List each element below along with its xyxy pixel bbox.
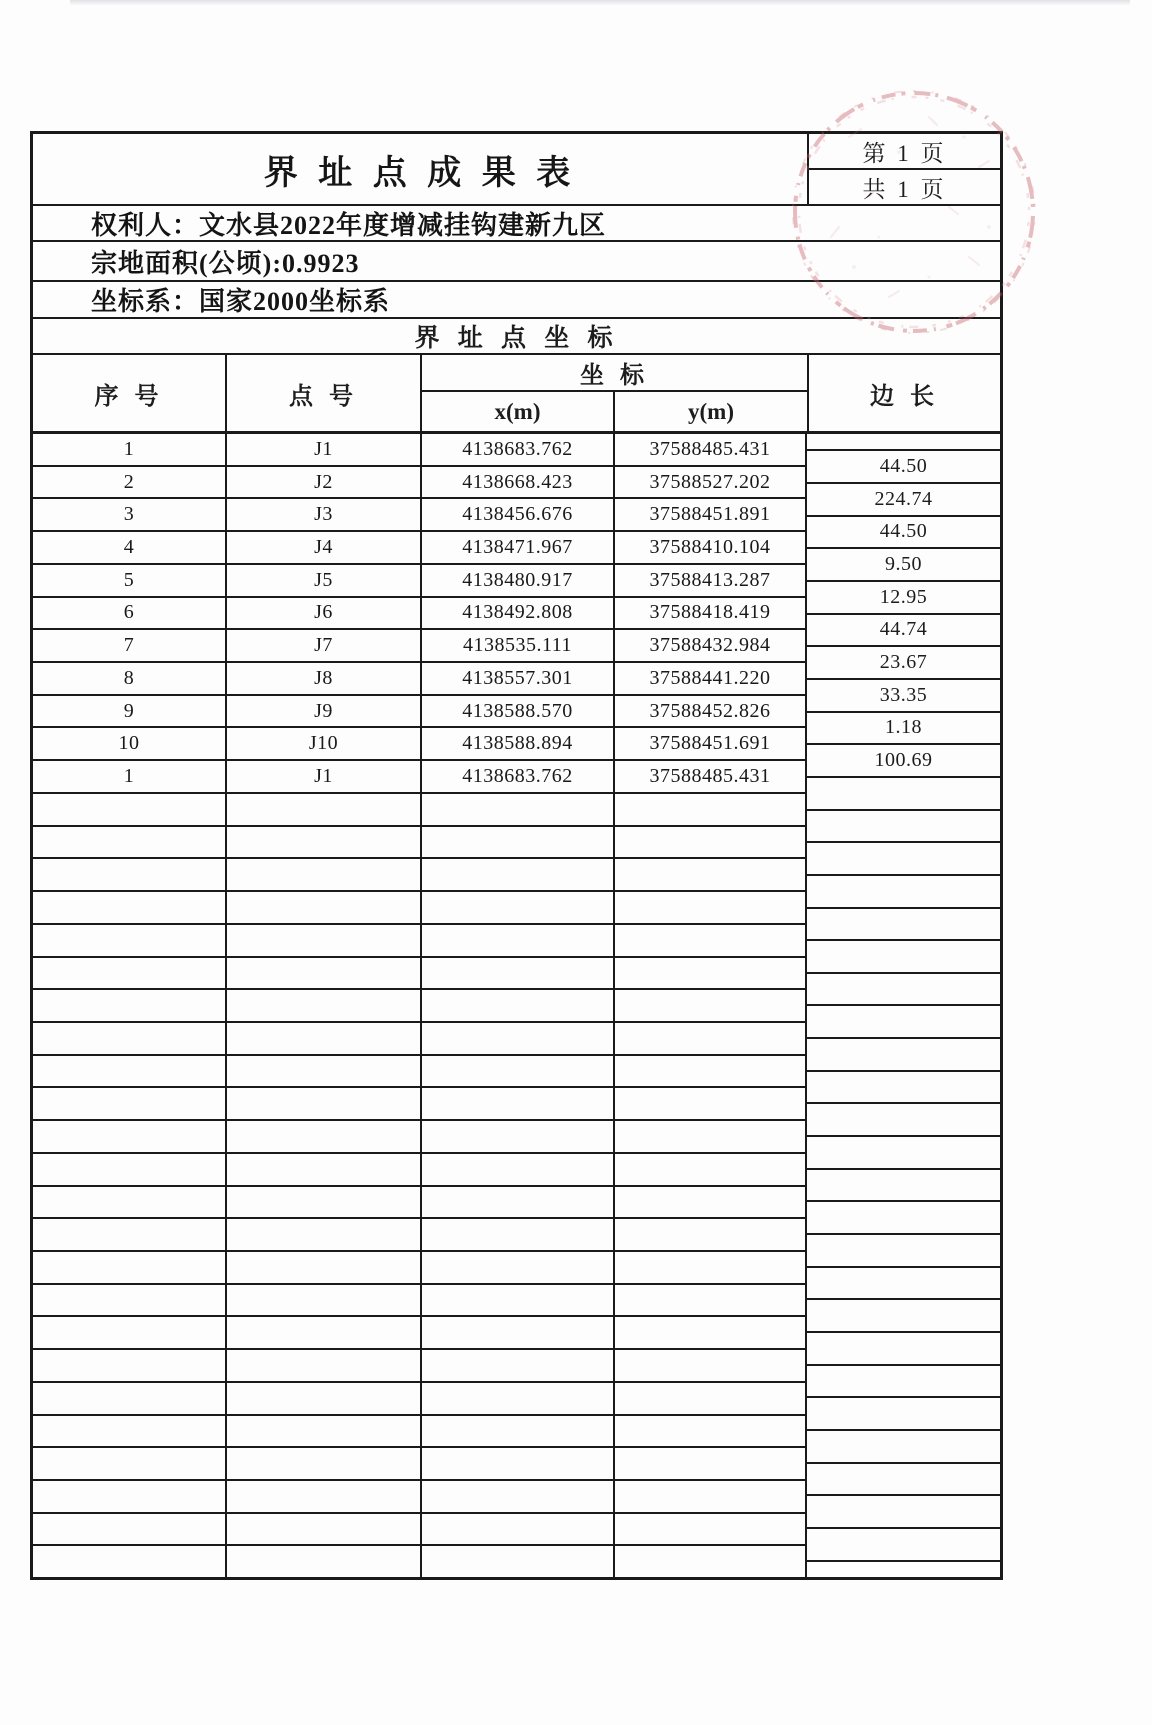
cell-point [227, 794, 422, 825]
cell-seq [33, 925, 227, 956]
cell-seq: 1 [33, 434, 227, 465]
cell-side-length [807, 939, 1000, 972]
header-x: x(m) [422, 392, 615, 431]
cell-y [615, 1023, 807, 1054]
cell-x: 4138480.917 [422, 565, 615, 596]
table-row [33, 958, 807, 991]
cell-x [422, 1383, 615, 1414]
table-row [33, 990, 807, 1023]
table-row [33, 1350, 807, 1383]
table-row [33, 434, 807, 467]
cell-side-length [807, 809, 1000, 842]
page-total: 共 1 页 [862, 176, 947, 202]
cell-point [227, 1514, 422, 1545]
scan-edge-artifact [70, 0, 1130, 5]
title-row [33, 134, 1000, 206]
cell-seq: 6 [33, 598, 227, 629]
cell-side-length [807, 1462, 1000, 1495]
cell-seq [33, 1416, 227, 1447]
cell-point [227, 1350, 422, 1381]
header-y: y(m) [688, 398, 734, 424]
cell-side-length [807, 1135, 1000, 1168]
cell-x: 4138668.423 [422, 467, 615, 498]
cell-seq [33, 1285, 227, 1316]
cell-side-length [807, 1266, 1000, 1299]
section-title-text: 界 址 点 坐 标 [414, 325, 619, 352]
table-row [33, 598, 807, 631]
cell-x [422, 1481, 615, 1512]
table-row [33, 499, 807, 532]
cell-side-length [807, 1396, 1000, 1429]
table-row [33, 532, 807, 565]
table-row [33, 1252, 807, 1285]
cell-point: J7 [227, 630, 422, 661]
rights-holder-text: 权利人：文水县2022年度增减挂钩建新九区 [91, 210, 607, 240]
table-row [33, 1416, 807, 1449]
cell-y [615, 925, 807, 956]
cell-seq: 4 [33, 532, 227, 563]
cell-y [615, 1219, 807, 1250]
coordinate-system-row [33, 282, 1000, 319]
cell-seq [33, 958, 227, 989]
cell-side-length: 33.35 [807, 678, 1000, 711]
cell-y [615, 794, 807, 825]
cell-x: 4138683.762 [422, 761, 615, 792]
rights-holder-row [33, 206, 1000, 242]
cell-side-length: 1.18 [807, 711, 1000, 744]
header-seq: 序 号 [33, 355, 227, 431]
cell-point [227, 1481, 422, 1512]
section-title-row [33, 319, 1000, 355]
cell-x [422, 1219, 615, 1250]
cell-seq [33, 1448, 227, 1479]
cell-x [422, 1154, 615, 1185]
cell-side-length: 100.69 [807, 743, 1000, 776]
cell-side-length [807, 907, 1000, 940]
table-row [33, 663, 807, 696]
cell-point: J4 [227, 532, 422, 563]
cell-side-length [807, 776, 1000, 809]
cell-seq [33, 1023, 227, 1054]
table-row [33, 1219, 807, 1252]
cell-point [227, 925, 422, 956]
cell-point: J6 [227, 598, 422, 629]
cell-seq [33, 794, 227, 825]
cell-seq [33, 1154, 227, 1185]
cell-point [227, 1187, 422, 1218]
cell-y [615, 958, 807, 989]
page-number-box [807, 134, 1000, 204]
cell-seq [33, 1056, 227, 1087]
column-header-row [33, 355, 1000, 434]
table-row [33, 1546, 807, 1577]
cell-x [422, 1350, 615, 1381]
cell-side-length [807, 972, 1000, 1005]
cell-point [227, 1448, 422, 1479]
header-side-length: 边 长 [870, 383, 939, 410]
cell-y [615, 1088, 807, 1119]
cell-x [422, 958, 615, 989]
table-row [33, 859, 807, 892]
cell-y [615, 1383, 807, 1414]
cell-x [422, 1514, 615, 1545]
header-xy-row [422, 392, 807, 431]
cell-side-length [807, 1233, 1000, 1266]
table-row [33, 761, 807, 794]
table-row [33, 1285, 807, 1318]
cell-side-length: 44.50 [807, 515, 1000, 548]
cell-seq [33, 1514, 227, 1545]
cell-y [615, 1187, 807, 1218]
cell-side-length [807, 1070, 1000, 1103]
cell-side-length [807, 1429, 1000, 1462]
cell-x: 4138492.808 [422, 598, 615, 629]
table-row [33, 1514, 807, 1547]
cell-seq: 9 [33, 696, 227, 727]
cell-seq: 5 [33, 565, 227, 596]
cell-seq: 2 [33, 467, 227, 498]
cell-x [422, 1121, 615, 1152]
cell-seq: 3 [33, 499, 227, 530]
cell-side-length: 44.50 [807, 449, 1000, 482]
cell-y: 37588485.431 [615, 434, 807, 465]
cell-x [422, 1448, 615, 1479]
cell-x: 4138456.676 [422, 499, 615, 530]
cell-y: 37588413.287 [615, 565, 807, 596]
side-length-column [807, 434, 1000, 1577]
cell-x [422, 1317, 615, 1348]
cell-side-length [807, 1298, 1000, 1331]
cell-x [422, 859, 615, 890]
table-row [33, 892, 807, 925]
cell-side-length [807, 434, 1000, 449]
cell-seq [33, 1252, 227, 1283]
cell-point: J2 [227, 467, 422, 498]
table-row [33, 1187, 807, 1220]
table-row [33, 630, 807, 663]
cell-seq [33, 1481, 227, 1512]
cell-side-length [807, 1560, 1000, 1577]
page-title: 界 址 点 成 果 表 [263, 154, 577, 192]
table-row [33, 728, 807, 761]
cell-point: J9 [227, 696, 422, 727]
cell-seq: 7 [33, 630, 227, 661]
cell-x [422, 925, 615, 956]
cell-point [227, 1252, 422, 1283]
cell-side-length [807, 1168, 1000, 1201]
cell-y [615, 1285, 807, 1316]
cell-seq [33, 892, 227, 923]
cell-x [422, 1546, 615, 1577]
cell-point [227, 1383, 422, 1414]
cell-x [422, 1187, 615, 1218]
page-number: 第 1 页 [809, 134, 1000, 170]
cell-side-length: 12.95 [807, 580, 1000, 613]
cell-side-length: 224.74 [807, 482, 1000, 515]
cell-point: J1 [227, 434, 422, 465]
data-rows [33, 434, 807, 1577]
cell-y [615, 1252, 807, 1283]
cell-x: 4138588.894 [422, 728, 615, 759]
cell-point [227, 990, 422, 1021]
cell-seq [33, 1088, 227, 1119]
cell-y: 37588432.984 [615, 630, 807, 661]
cell-y [615, 1350, 807, 1381]
table-row [33, 1056, 807, 1089]
cell-seq [33, 1546, 227, 1577]
table-row [33, 696, 807, 729]
cell-y [615, 1546, 807, 1577]
cell-y [615, 1514, 807, 1545]
cell-side-length [807, 1494, 1000, 1527]
cell-side-length [807, 1527, 1000, 1560]
cell-seq [33, 1350, 227, 1381]
cell-point: J10 [227, 728, 422, 759]
cell-x [422, 827, 615, 858]
cell-y [615, 1416, 807, 1447]
cell-x: 4138471.967 [422, 532, 615, 563]
cell-x [422, 1056, 615, 1087]
cell-seq [33, 1317, 227, 1348]
cell-point [227, 1056, 422, 1087]
cell-point: J1 [227, 761, 422, 792]
boundary-point-results-table [30, 131, 1003, 1580]
cell-seq: 10 [33, 728, 227, 759]
cell-point [227, 1121, 422, 1152]
cell-side-length [807, 1037, 1000, 1070]
table-row [33, 1383, 807, 1416]
cell-x: 4138557.301 [422, 663, 615, 694]
cell-y [615, 990, 807, 1021]
cell-seq [33, 827, 227, 858]
cell-y [615, 1481, 807, 1512]
table-row [33, 1448, 807, 1481]
cell-point [227, 1023, 422, 1054]
cell-x [422, 892, 615, 923]
cell-side-length [807, 1331, 1000, 1364]
table-row [33, 1317, 807, 1350]
cell-seq [33, 1121, 227, 1152]
cell-side-length: 23.67 [807, 645, 1000, 678]
cell-seq: 1 [33, 761, 227, 792]
cell-x [422, 1088, 615, 1119]
cell-seq [33, 1187, 227, 1218]
cell-point [227, 1154, 422, 1185]
cell-y [615, 827, 807, 858]
cell-seq [33, 1383, 227, 1414]
cell-side-length [807, 1200, 1000, 1233]
cell-point [227, 1088, 422, 1119]
cell-y: 37588418.419 [615, 598, 807, 629]
data-grid [33, 434, 1000, 1577]
header-point: 点 号 [227, 355, 422, 431]
table-row [33, 794, 807, 827]
parcel-area-text: 宗地面积(公顷):0.9923 [91, 248, 360, 278]
header-coord-group [422, 355, 809, 431]
table-row [33, 1154, 807, 1187]
cell-side-length [807, 874, 1000, 907]
cell-point [227, 892, 422, 923]
table-row [33, 1023, 807, 1056]
cell-y: 37588410.104 [615, 532, 807, 563]
cell-y [615, 1154, 807, 1185]
cell-point [227, 1219, 422, 1250]
table-row [33, 827, 807, 860]
cell-y [615, 892, 807, 923]
cell-point [227, 1416, 422, 1447]
cell-point [227, 1546, 422, 1577]
header-coord: 坐 标 [422, 355, 807, 392]
coordinate-system-text: 坐标系：国家2000坐标系 [91, 287, 391, 316]
cell-x: 4138588.570 [422, 696, 615, 727]
cell-side-length [807, 841, 1000, 874]
cell-y: 37588527.202 [615, 467, 807, 498]
cell-point [227, 827, 422, 858]
table-row [33, 467, 807, 500]
cell-point [227, 958, 422, 989]
cell-seq: 8 [33, 663, 227, 694]
cell-point [227, 859, 422, 890]
cell-y [615, 1056, 807, 1087]
cell-side-length: 9.50 [807, 547, 1000, 580]
cell-seq [33, 990, 227, 1021]
cell-x: 4138683.762 [422, 434, 615, 465]
cell-y: 37588452.826 [615, 696, 807, 727]
cell-x [422, 794, 615, 825]
cell-point [227, 1317, 422, 1348]
table-row [33, 565, 807, 598]
cell-y [615, 1448, 807, 1479]
cell-side-length [807, 1004, 1000, 1037]
cell-y [615, 1317, 807, 1348]
cell-x [422, 1023, 615, 1054]
cell-point: J5 [227, 565, 422, 596]
cell-y [615, 859, 807, 890]
cell-x [422, 990, 615, 1021]
table-row [33, 1088, 807, 1121]
cell-y: 37588451.691 [615, 728, 807, 759]
cell-side-length: 44.74 [807, 613, 1000, 646]
cell-seq [33, 1219, 227, 1250]
table-row [33, 1481, 807, 1514]
cell-side-length [807, 1102, 1000, 1135]
cell-x [422, 1416, 615, 1447]
cell-y: 37588485.431 [615, 761, 807, 792]
cell-point [227, 1285, 422, 1316]
cell-seq [33, 859, 227, 890]
cell-x [422, 1252, 615, 1283]
cell-point: J8 [227, 663, 422, 694]
table-row [33, 925, 807, 958]
cell-x [422, 1285, 615, 1316]
parcel-area-row [33, 242, 1000, 282]
cell-y: 37588451.891 [615, 499, 807, 530]
cell-x: 4138535.111 [422, 630, 615, 661]
cell-side-length [807, 1364, 1000, 1397]
table-row [33, 1121, 807, 1154]
cell-y [615, 1121, 807, 1152]
cell-point: J3 [227, 499, 422, 530]
cell-y: 37588441.220 [615, 663, 807, 694]
